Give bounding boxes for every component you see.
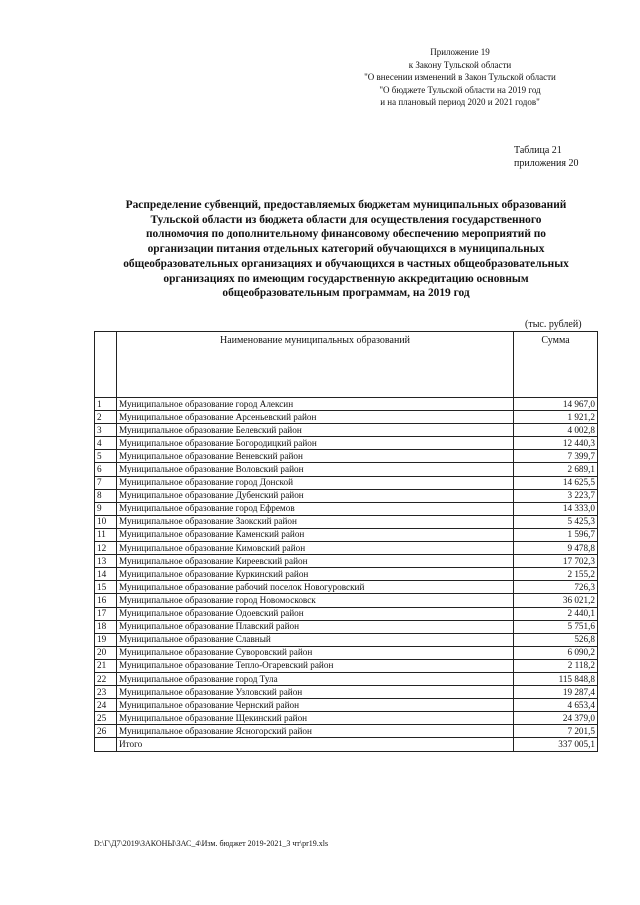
table-row — [95, 646, 598, 659]
title-line: полномочия по дополнительному финансовому обеспечению мероприятий по — [145, 228, 546, 241]
row-municipality: Муниципальное образование Славный — [117, 633, 514, 646]
table-row — [95, 672, 598, 685]
row-sum: 19 287,4 — [514, 686, 598, 699]
row-sum: 526,8 — [514, 633, 598, 646]
total-row — [95, 738, 598, 751]
file-path-footer: D:\Г\Д7\2019\ЗАКОНЫ\ЗАС_4\Изм. бюджет 2019-2021_3 чт\pr19.xls — [94, 839, 329, 848]
table-row — [95, 424, 598, 437]
row-municipality: Муниципальное образование Арсеньевский район — [117, 411, 514, 424]
row-number: 8 — [95, 489, 117, 502]
title-line: организациях по имеющим государственную аккредитацию основным — [163, 272, 529, 285]
row-municipality: Муниципальное образование Чернский район — [117, 699, 514, 712]
row-sum: 14 625,5 — [514, 476, 598, 489]
appendix-line: "О бюджете Тульской области на 2019 год — [379, 84, 541, 95]
table-row — [95, 725, 598, 738]
row-sum: 5 751,6 — [514, 620, 598, 633]
row-sum: 726,3 — [514, 581, 598, 594]
row-number: 6 — [95, 463, 117, 476]
row-municipality: Муниципальное образование Дубенский район — [117, 489, 514, 502]
row-number: 1 — [95, 398, 117, 411]
row-number: 24 — [95, 699, 117, 712]
total-sum: 337 005,1 — [514, 738, 598, 751]
title-line: Распределение субвенций, предоставляемых бюджетам муниципальных образований — [125, 199, 567, 211]
table-row — [95, 476, 598, 489]
row-municipality: Муниципальное образование Воловский район — [117, 463, 514, 476]
table-row — [95, 437, 598, 450]
table-row — [95, 568, 598, 581]
row-municipality: Муниципальное образование Каменский район — [117, 528, 514, 541]
row-number: 26 — [95, 725, 117, 738]
table-row — [95, 699, 598, 712]
row-municipality: Муниципальное образование Киреевский район — [117, 555, 514, 568]
row-municipality: Муниципальное образование Суворовский район — [117, 646, 514, 659]
table-row — [95, 398, 598, 411]
row-municipality: Муниципальное образование рабочий поселок Новогуровский — [117, 581, 514, 594]
table-row — [95, 463, 598, 476]
table-row — [95, 633, 598, 646]
row-number: 15 — [95, 581, 117, 594]
row-number: 14 — [95, 568, 117, 581]
table-row — [95, 450, 598, 463]
table-reference — [514, 144, 578, 170]
row-municipality: Муниципальное образование Заокский район — [117, 515, 514, 528]
row-sum: 4 653,4 — [514, 699, 598, 712]
row-municipality: Муниципальное образование город Ефремов — [117, 502, 514, 515]
table-ref-line: Таблица 21 — [514, 145, 562, 156]
row-number: 25 — [95, 712, 117, 725]
table-row — [95, 607, 598, 620]
row-sum: 2 118,2 — [514, 659, 598, 672]
row-sum: 4 002,8 — [514, 424, 598, 437]
row-municipality: Муниципальное образование Куркинский район — [117, 568, 514, 581]
units-label: (тыс. рублей) — [525, 319, 582, 330]
row-municipality: Муниципальное образование Белевский район — [117, 424, 514, 437]
table-ref-line: приложения 20 — [514, 158, 579, 169]
appendix-line: Приложение 19 — [430, 47, 490, 57]
appendix-header — [340, 46, 580, 109]
row-number: 23 — [95, 686, 117, 699]
row-sum: 115 848,8 — [514, 672, 598, 685]
row-sum: 7 399,7 — [514, 450, 598, 463]
row-sum: 17 702,3 — [514, 555, 598, 568]
row-number: 22 — [95, 672, 117, 685]
row-sum: 2 440,1 — [514, 607, 598, 620]
table-row — [95, 502, 598, 515]
table-row — [95, 542, 598, 555]
row-number: 21 — [95, 659, 117, 672]
row-municipality: Муниципальное образование город Новомосковск — [117, 594, 514, 607]
title-line: общеобразовательных организациях и обучающихся в частных общеобразовательных — [123, 257, 569, 270]
row-number: 2 — [95, 411, 117, 424]
row-number: 4 — [95, 437, 117, 450]
row-municipality: Муниципальное образование Плавский район — [117, 620, 514, 633]
title-line: общеобразовательным программам, на 2019 год — [222, 287, 470, 300]
total-label: Итого — [117, 738, 514, 751]
appendix-line: и на плановый период 2020 и 2021 годов" — [380, 97, 540, 107]
row-municipality: Муниципальное образование город Донской — [117, 476, 514, 489]
row-municipality: Муниципальное образование Тепло-Огаревский район — [117, 659, 514, 672]
row-sum: 2 155,2 — [514, 568, 598, 581]
row-municipality: Муниципальное образование город Тула — [117, 672, 514, 685]
row-number: 9 — [95, 502, 117, 515]
row-number: 7 — [95, 476, 117, 489]
row-municipality: Муниципальное образование Щекинский район — [117, 712, 514, 725]
table-row — [95, 555, 598, 568]
table-row — [95, 594, 598, 607]
table-row — [95, 489, 598, 502]
header-num — [95, 332, 117, 398]
table-row — [95, 686, 598, 699]
title-line: организации питания отдельных категорий обучающихся в муниципальных — [147, 243, 545, 256]
row-number: 3 — [95, 424, 117, 437]
row-number: 13 — [95, 555, 117, 568]
total-num — [95, 738, 117, 751]
row-municipality: Муниципальное образование Веневский район — [117, 450, 514, 463]
row-sum: 7 201,5 — [514, 725, 598, 738]
appendix-line: "О внесении изменений в Закон Тульской области — [364, 72, 556, 82]
row-sum: 6 090,2 — [514, 646, 598, 659]
header-sum: Сумма — [514, 332, 598, 398]
table-row — [95, 581, 598, 594]
document-title — [96, 198, 596, 301]
row-municipality: Муниципальное образование Богородицкий район — [117, 437, 514, 450]
appendix-line: к Закону Тульской области — [408, 59, 512, 70]
table-row — [95, 528, 598, 541]
row-municipality: Муниципальное образование Узловский район — [117, 686, 514, 699]
row-municipality: Муниципальное образование Одоевский район — [117, 607, 514, 620]
row-sum: 9 478,8 — [514, 542, 598, 555]
row-number: 10 — [95, 515, 117, 528]
row-sum: 12 440,3 — [514, 437, 598, 450]
subsidies-table — [94, 331, 598, 752]
row-number: 17 — [95, 607, 117, 620]
row-municipality: Муниципальное образование Ясногорский район — [117, 725, 514, 738]
table-header-row — [95, 332, 598, 398]
table-row — [95, 620, 598, 633]
row-number: 18 — [95, 620, 117, 633]
table-row — [95, 659, 598, 672]
title-line: Тульской области из бюджета области для осуществления государственного — [150, 213, 542, 226]
table-row — [95, 712, 598, 725]
row-number: 16 — [95, 594, 117, 607]
row-number: 12 — [95, 542, 117, 555]
row-municipality: Муниципальное образование город Алексин — [117, 398, 514, 411]
row-sum: 3 223,7 — [514, 489, 598, 502]
table-row — [95, 411, 598, 424]
row-number: 11 — [95, 528, 117, 541]
row-number: 20 — [95, 646, 117, 659]
row-sum: 5 425,3 — [514, 515, 598, 528]
row-sum: 1 921,2 — [514, 411, 598, 424]
row-number: 19 — [95, 633, 117, 646]
row-number: 5 — [95, 450, 117, 463]
row-sum: 1 596,7 — [514, 528, 598, 541]
row-sum: 36 021,2 — [514, 594, 598, 607]
row-municipality: Муниципальное образование Кимовский район — [117, 542, 514, 555]
row-sum: 24 379,0 — [514, 712, 598, 725]
table-row — [95, 515, 598, 528]
row-sum: 14 333,0 — [514, 502, 598, 515]
row-sum: 14 967,0 — [514, 398, 598, 411]
header-name: Наименование муниципальных образований — [117, 332, 514, 398]
row-sum: 2 689,1 — [514, 463, 598, 476]
